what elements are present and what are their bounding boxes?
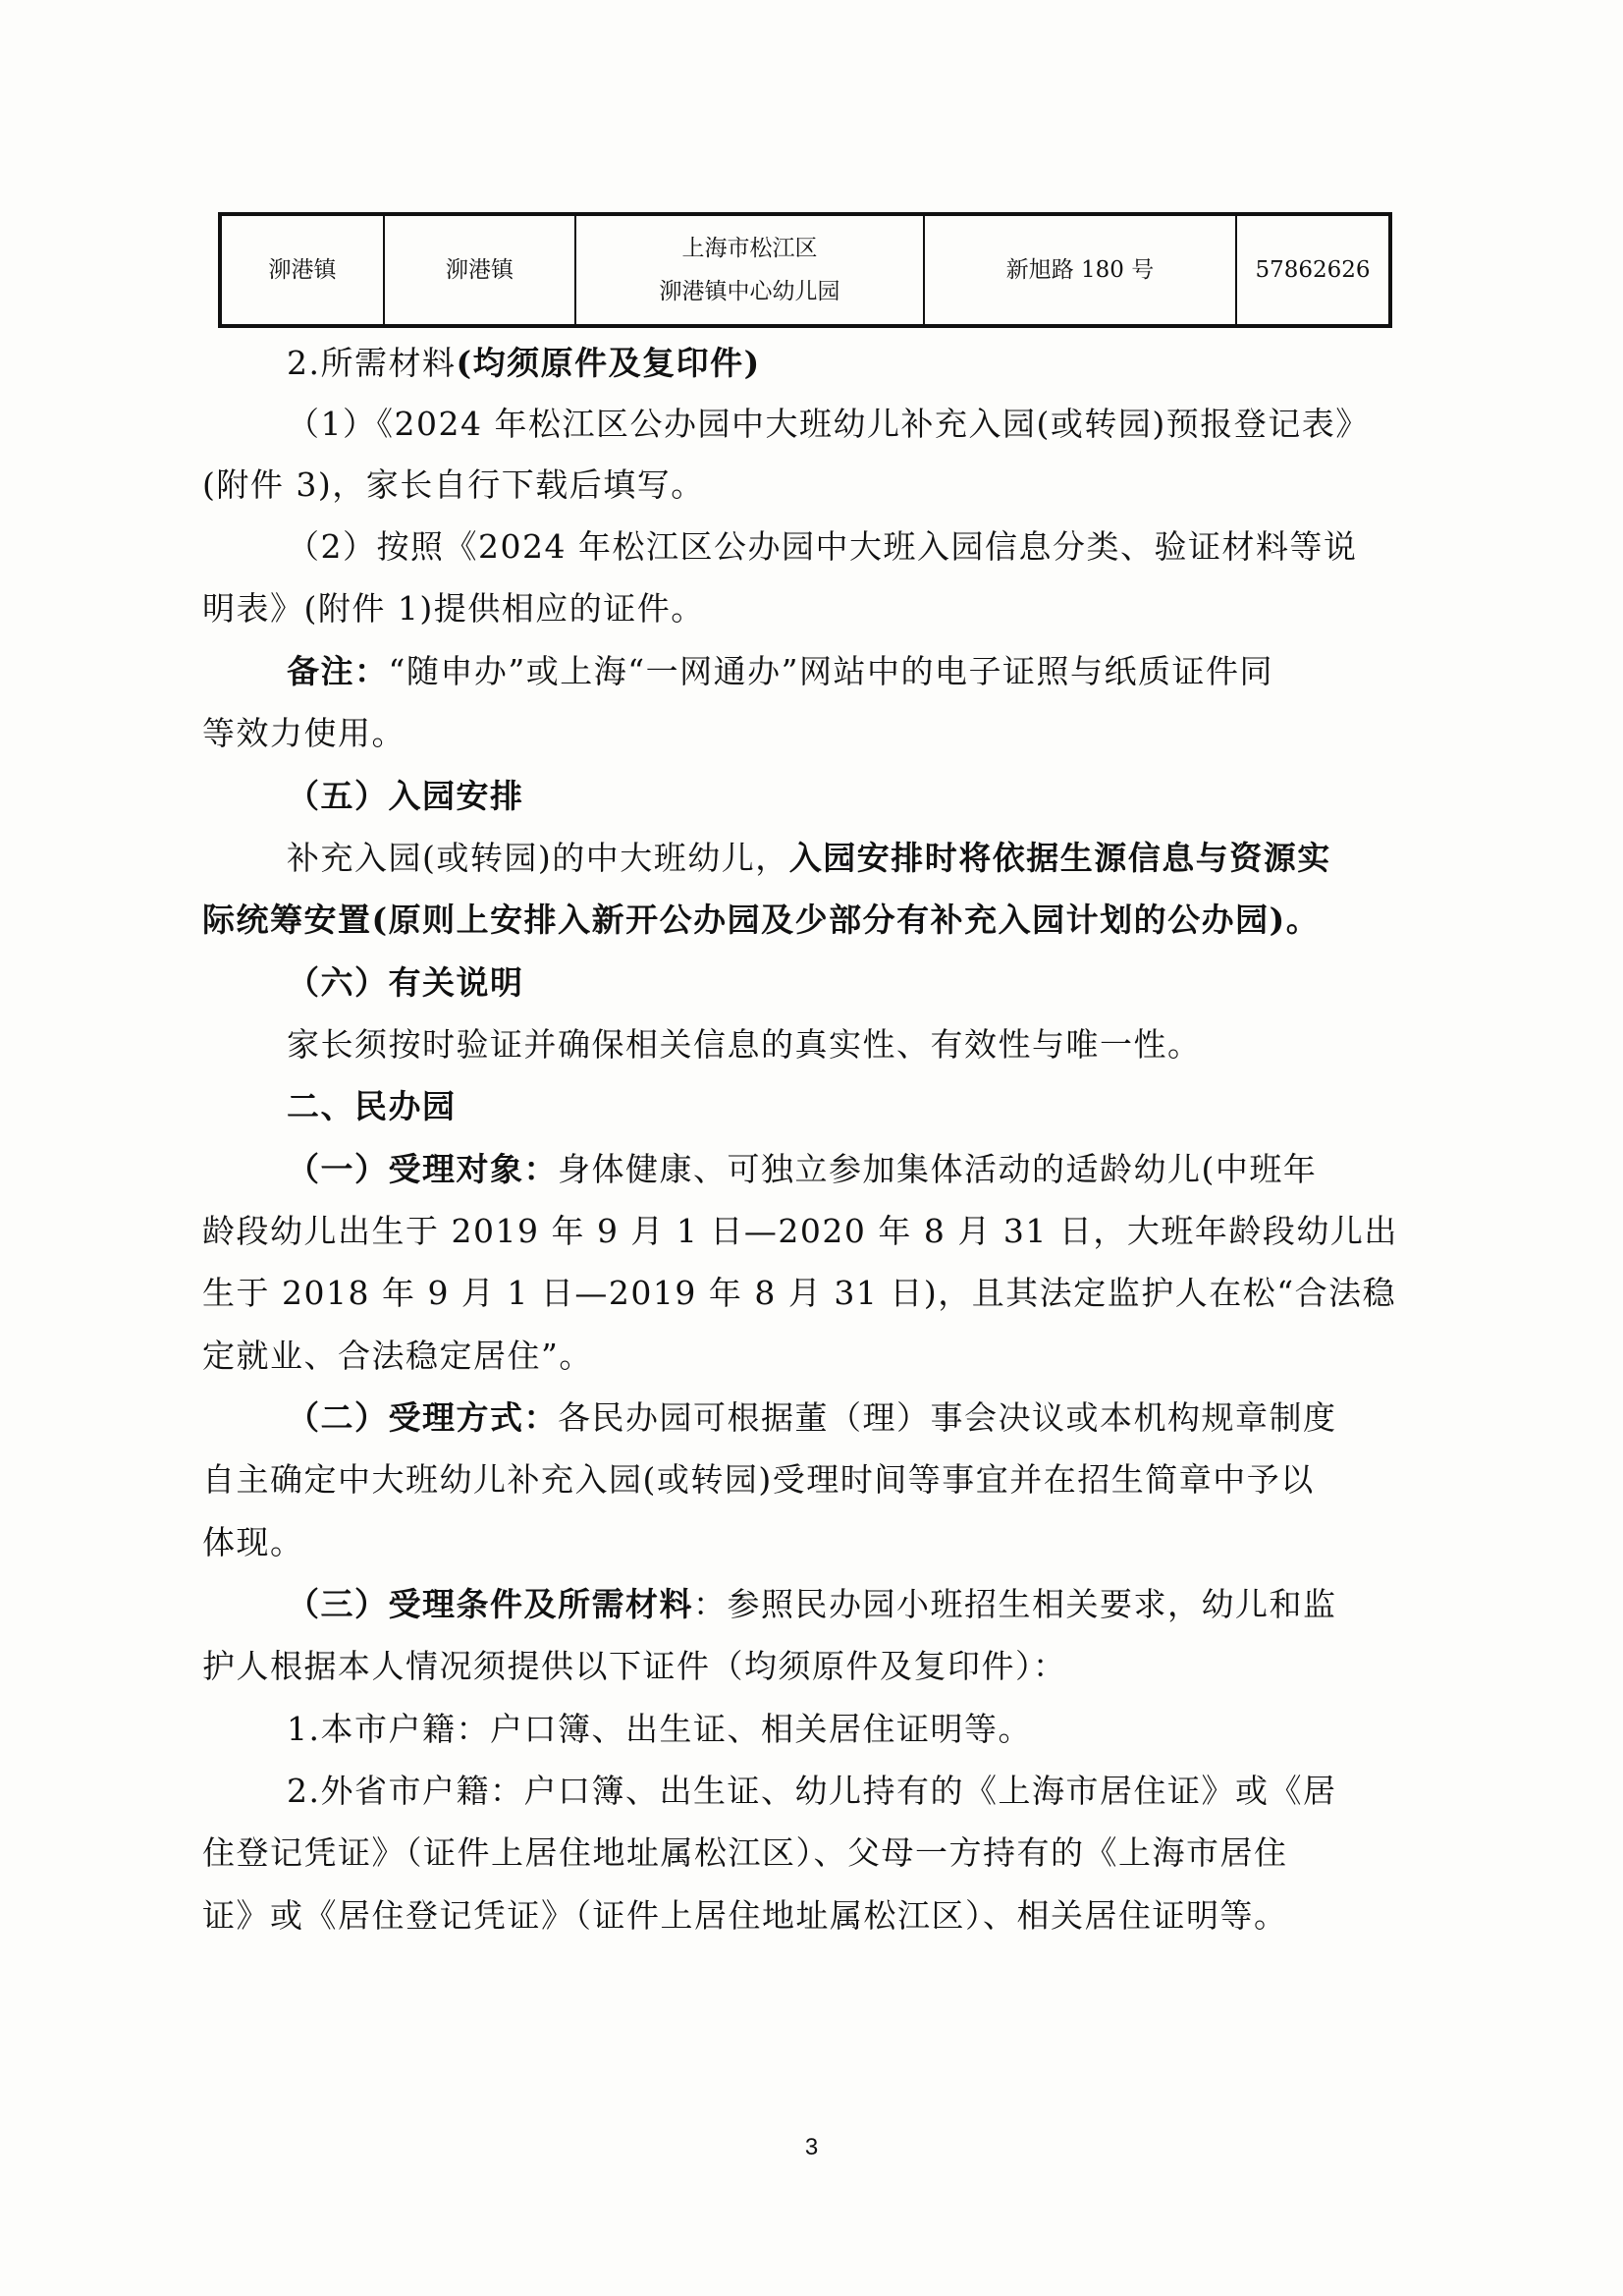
paragraph-line: 定就业、合法稳定居住”。: [202, 1337, 593, 1375]
paragraph-line: 备注：“随申办”或上海“一网通办”网站中的电子证照与纸质证件同: [287, 652, 1273, 690]
paragraph-line: 2.外省市户籍：户口簿、出生证、幼儿持有的《上海市居住证》或《居: [287, 1772, 1337, 1810]
paragraph-line: 生于 2018 年 9 月 1 日—2019 年 8 月 31 日)，且其法定监护人在松“合法稳: [202, 1274, 1397, 1312]
paragraph-line: 等效力使用。: [202, 714, 406, 752]
paragraph-line: （1）《2024 年松江区公办园中大班幼儿补充入园(或转园)预报登记表》: [287, 405, 1370, 443]
table-cell-town: [222, 216, 385, 324]
paragraph-line: 明表》(附件 1)提供相应的证件。: [202, 589, 705, 628]
paragraph-line: 自主确定中大班幼儿补充入园(或转园)受理时间等事宜并在招生简章中予以: [202, 1460, 1315, 1499]
paragraph-line: （二）受理方式：各民办园可根据董（理）事会决议或本机构规章制度: [287, 1398, 1337, 1437]
table-cell-school: [576, 216, 925, 324]
cell-text: 上海市松江区: [681, 236, 818, 261]
paragraph-line: 际统筹安置(原则上安排入新开公办园及少部分有补充入园计划的公办园)。: [202, 901, 1321, 939]
paragraph-line: 家长须按时验证并确保相关信息的真实性、有效性与唯一性。: [287, 1025, 1202, 1064]
paragraph-line: （三）受理条件及所需材料：参照民办园小班招生相关要求，幼儿和监: [287, 1585, 1337, 1623]
paragraph-line: 护人根据本人情况须提供以下证件（均须原件及复印件）：: [202, 1647, 1067, 1685]
table-cell-area: [385, 216, 576, 324]
paragraph-line: （2）按照《2024 年松江区公办园中大班入园信息分类、验证材料等说: [287, 527, 1358, 566]
paragraph-line: 证》或《居住登记凭证》（证件上居住地址属松江区）、相关居住证明等。: [202, 1896, 1288, 1935]
table-cell-phone: [1237, 216, 1388, 324]
paragraph-line: (附件 3)，家长自行下载后填写。: [202, 465, 705, 504]
cell-text: 泖港镇中心幼儿园: [659, 279, 840, 304]
school-info-table: [218, 212, 1392, 328]
paragraph-line: 补充入园(或转园)的中大班幼儿，入园安排时将依据生源信息与资源实: [287, 839, 1331, 877]
paragraph-line: 龄段幼儿出生于 2019 年 9 月 1 日—2020 年 8 月 31 日，大班年龄段幼儿出: [202, 1212, 1398, 1250]
section-heading: （五）入园安排: [287, 777, 524, 815]
paragraph-line: 2.所需材料(均须原件及复印件): [287, 344, 761, 382]
cell-text: 泖港镇: [446, 257, 514, 283]
cell-text: 泖港镇: [268, 257, 337, 283]
paragraph-line: 住登记凭证》（证件上居住地址属松江区）、父母一方持有的《上海市居住: [202, 1833, 1288, 1872]
cell-text: 新旭路 180 号: [1005, 257, 1155, 283]
section-heading: （六）有关说明: [287, 963, 524, 1002]
paragraph-line: 体现。: [202, 1523, 304, 1561]
section-heading: 二、民办园: [287, 1087, 457, 1125]
paragraph-line: （一）受理对象：身体健康、可独立参加集体活动的适龄幼儿(中班年: [287, 1150, 1318, 1188]
table-cell-address: [925, 216, 1237, 324]
cell-text: 57862626: [1255, 257, 1371, 283]
page-number: 3: [804, 2134, 819, 2160]
paragraph-line: 1.本市户籍：户口簿、出生证、相关居住证明等。: [287, 1710, 1032, 1748]
